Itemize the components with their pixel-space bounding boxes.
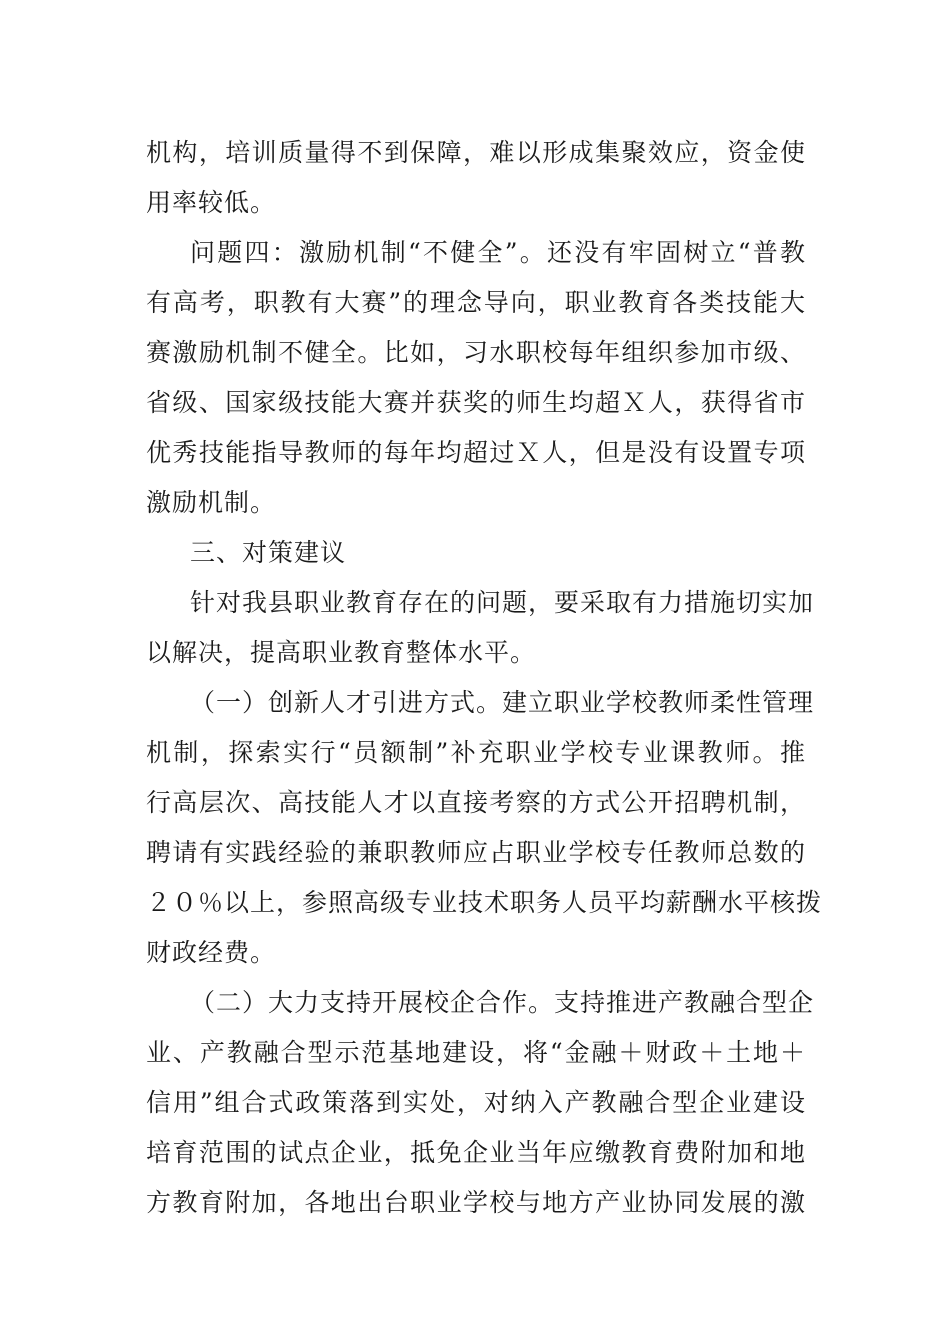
- text-line: 财政经费。: [146, 938, 277, 967]
- document-body: [146, 128, 823, 1228]
- text-line: 行高层次、高技能人才以直接考察的方式公开招聘机制，: [146, 788, 806, 817]
- text-line: 以解决，提高职业教育整体水平。: [146, 638, 537, 667]
- text-line: 省级、国家级技能大赛并获奖的师生均超Ｘ人，获得省市: [146, 388, 806, 417]
- text-line: 机构，培训质量得不到保障，难以形成集聚效应，资金使: [146, 138, 806, 167]
- text-line: 用率较低。: [146, 188, 277, 217]
- text-line: 方教育附加，各地出台职业学校与地方产业协同发展的激: [146, 1188, 806, 1217]
- text-line: （一）创新人才引进方式。建立职业学校教师柔性管理: [190, 688, 815, 717]
- text-line: 赛激励机制不健全。比如，习水职校每年组织参加市级、: [146, 338, 806, 367]
- text-line: 激励机制。: [146, 488, 277, 517]
- text-line: 有高考，职教有大赛”的理念导向，职业教育各类技能大: [146, 288, 806, 317]
- section-heading: 三、对策建议: [190, 538, 347, 567]
- text-line: 机制，探索实行“员额制”补充职业学校专业课教师。推: [146, 738, 806, 767]
- text-line: 优秀技能指导教师的每年均超过Ｘ人，但是没有设置专项: [146, 438, 806, 467]
- text-line: （二）大力支持开展校企合作。支持推进产教融合型企: [190, 988, 815, 1017]
- text-line: 信用”组合式政策落到实处，对纳入产教融合型企业建设: [146, 1088, 806, 1117]
- text-line: 聘请有实践经验的兼职教师应占职业学校专任教师总数的: [146, 838, 806, 867]
- text-line: 针对我县职业教育存在的问题，要采取有力措施切实加: [190, 588, 815, 617]
- text-line: ２０％以上，参照高级专业技术职务人员平均薪酬水平核拨: [146, 888, 823, 917]
- text-line: 业、产教融合型示范基地建设，将“金融＋财政＋土地＋: [146, 1038, 806, 1067]
- text-line: 问题四：激励机制“不健全”。还没有牢固树立“普教: [190, 238, 806, 267]
- text-line: 培育范围的试点企业，抵免企业当年应缴教育费附加和地: [146, 1138, 806, 1167]
